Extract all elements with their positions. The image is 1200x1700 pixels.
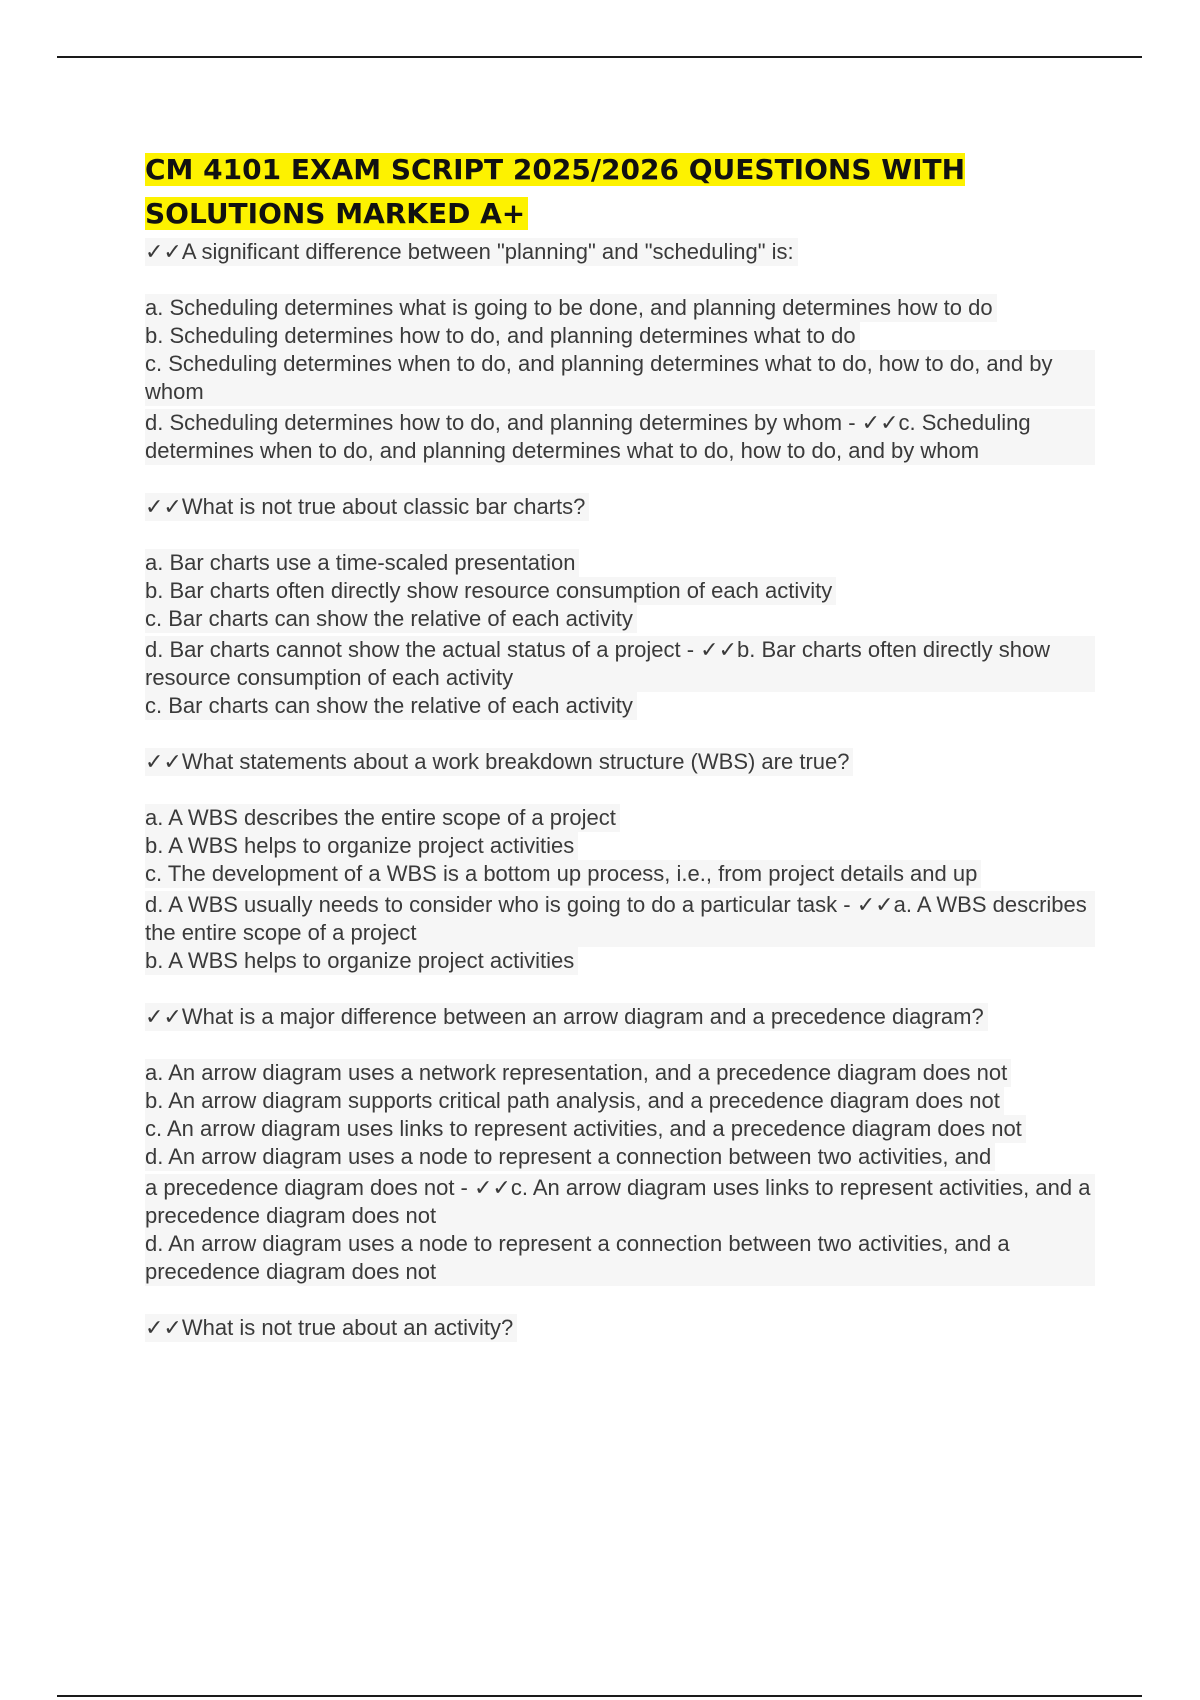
top-rule [57,56,1142,58]
option-item: c. An arrow diagram uses links to represent activities, and a precedence diagram does not [145,1115,1026,1143]
answer-extra-line: c. Bar charts can show the relative of each activity [145,692,637,720]
answer-line: a precedence diagram does not - ✓✓c. An arrow diagram uses links to represent activities, and a precedence diagram does not [145,1174,1095,1230]
answer-line: d. Bar charts cannot show the actual status of a project - ✓✓b. Bar charts often directly show resource consumption of each activity [145,636,1095,692]
option-item: a. Scheduling determines what is going to be done, and planning determines how to do [145,294,997,322]
question-text: ✓✓A significant difference between "planning" and "scheduling" is: [145,238,798,266]
options-list [145,1059,1095,1286]
answer-extra-line: b. A WBS helps to organize project activities [145,947,578,975]
question-block [145,748,1095,975]
question-block [145,493,1095,720]
answer-extra-line: d. An arrow diagram uses a node to represent a connection between two activities, and a precedence diagram does not [145,1230,1095,1286]
title-highlight: CM 4101 EXAM SCRIPT 2025/2026 QUESTIONS WITH SOLUTIONS MARKED A+ [145,153,966,230]
answer-line: d. A WBS usually needs to consider who is going to do a particular task - ✓✓a. A WBS describes the entire scope of a project [145,891,1095,947]
question-text: ✓✓What is not true about classic bar charts? [145,493,589,521]
question-text: ✓✓What statements about a work breakdown structure (WBS) are true? [145,748,853,776]
options-list [145,804,1095,975]
answer-line: d. Scheduling determines how to do, and planning determines by whom - ✓✓c. Scheduling determines when to do, and planning determines what to do, how to do, and by whom [145,409,1095,465]
question-block [145,1314,1095,1342]
document-title [145,148,1095,236]
question-block [145,1003,1095,1286]
question-block [145,236,1095,465]
option-item: b. A WBS helps to organize project activities [145,832,578,860]
option-item: a. A WBS describes the entire scope of a project [145,804,620,832]
option-item: b. An arrow diagram supports critical path analysis, and a precedence diagram does not [145,1087,1004,1115]
option-item: b. Bar charts often directly show resource consumption of each activity [145,577,836,605]
option-item: c. Bar charts can show the relative of each activity [145,605,637,633]
bottom-rule [57,1695,1142,1697]
document-body [145,148,1095,1370]
options-list [145,294,1095,465]
option-item: d. An arrow diagram uses a node to represent a connection between two activities, and [145,1143,995,1171]
question-text: ✓✓What is a major difference between an arrow diagram and a precedence diagram? [145,1003,988,1031]
option-item: a. An arrow diagram uses a network representation, and a precedence diagram does not [145,1059,1011,1087]
option-item: c. The development of a WBS is a bottom up process, i.e., from project details and up [145,860,981,888]
options-list [145,549,1095,720]
option-item: b. Scheduling determines how to do, and planning determines what to do [145,322,860,350]
question-text: ✓✓What is not true about an activity? [145,1314,517,1342]
option-item: c. Scheduling determines when to do, and planning determines what to do, how to do, and by whom [145,350,1095,406]
option-item: a. Bar charts use a time-scaled presentation [145,549,579,577]
